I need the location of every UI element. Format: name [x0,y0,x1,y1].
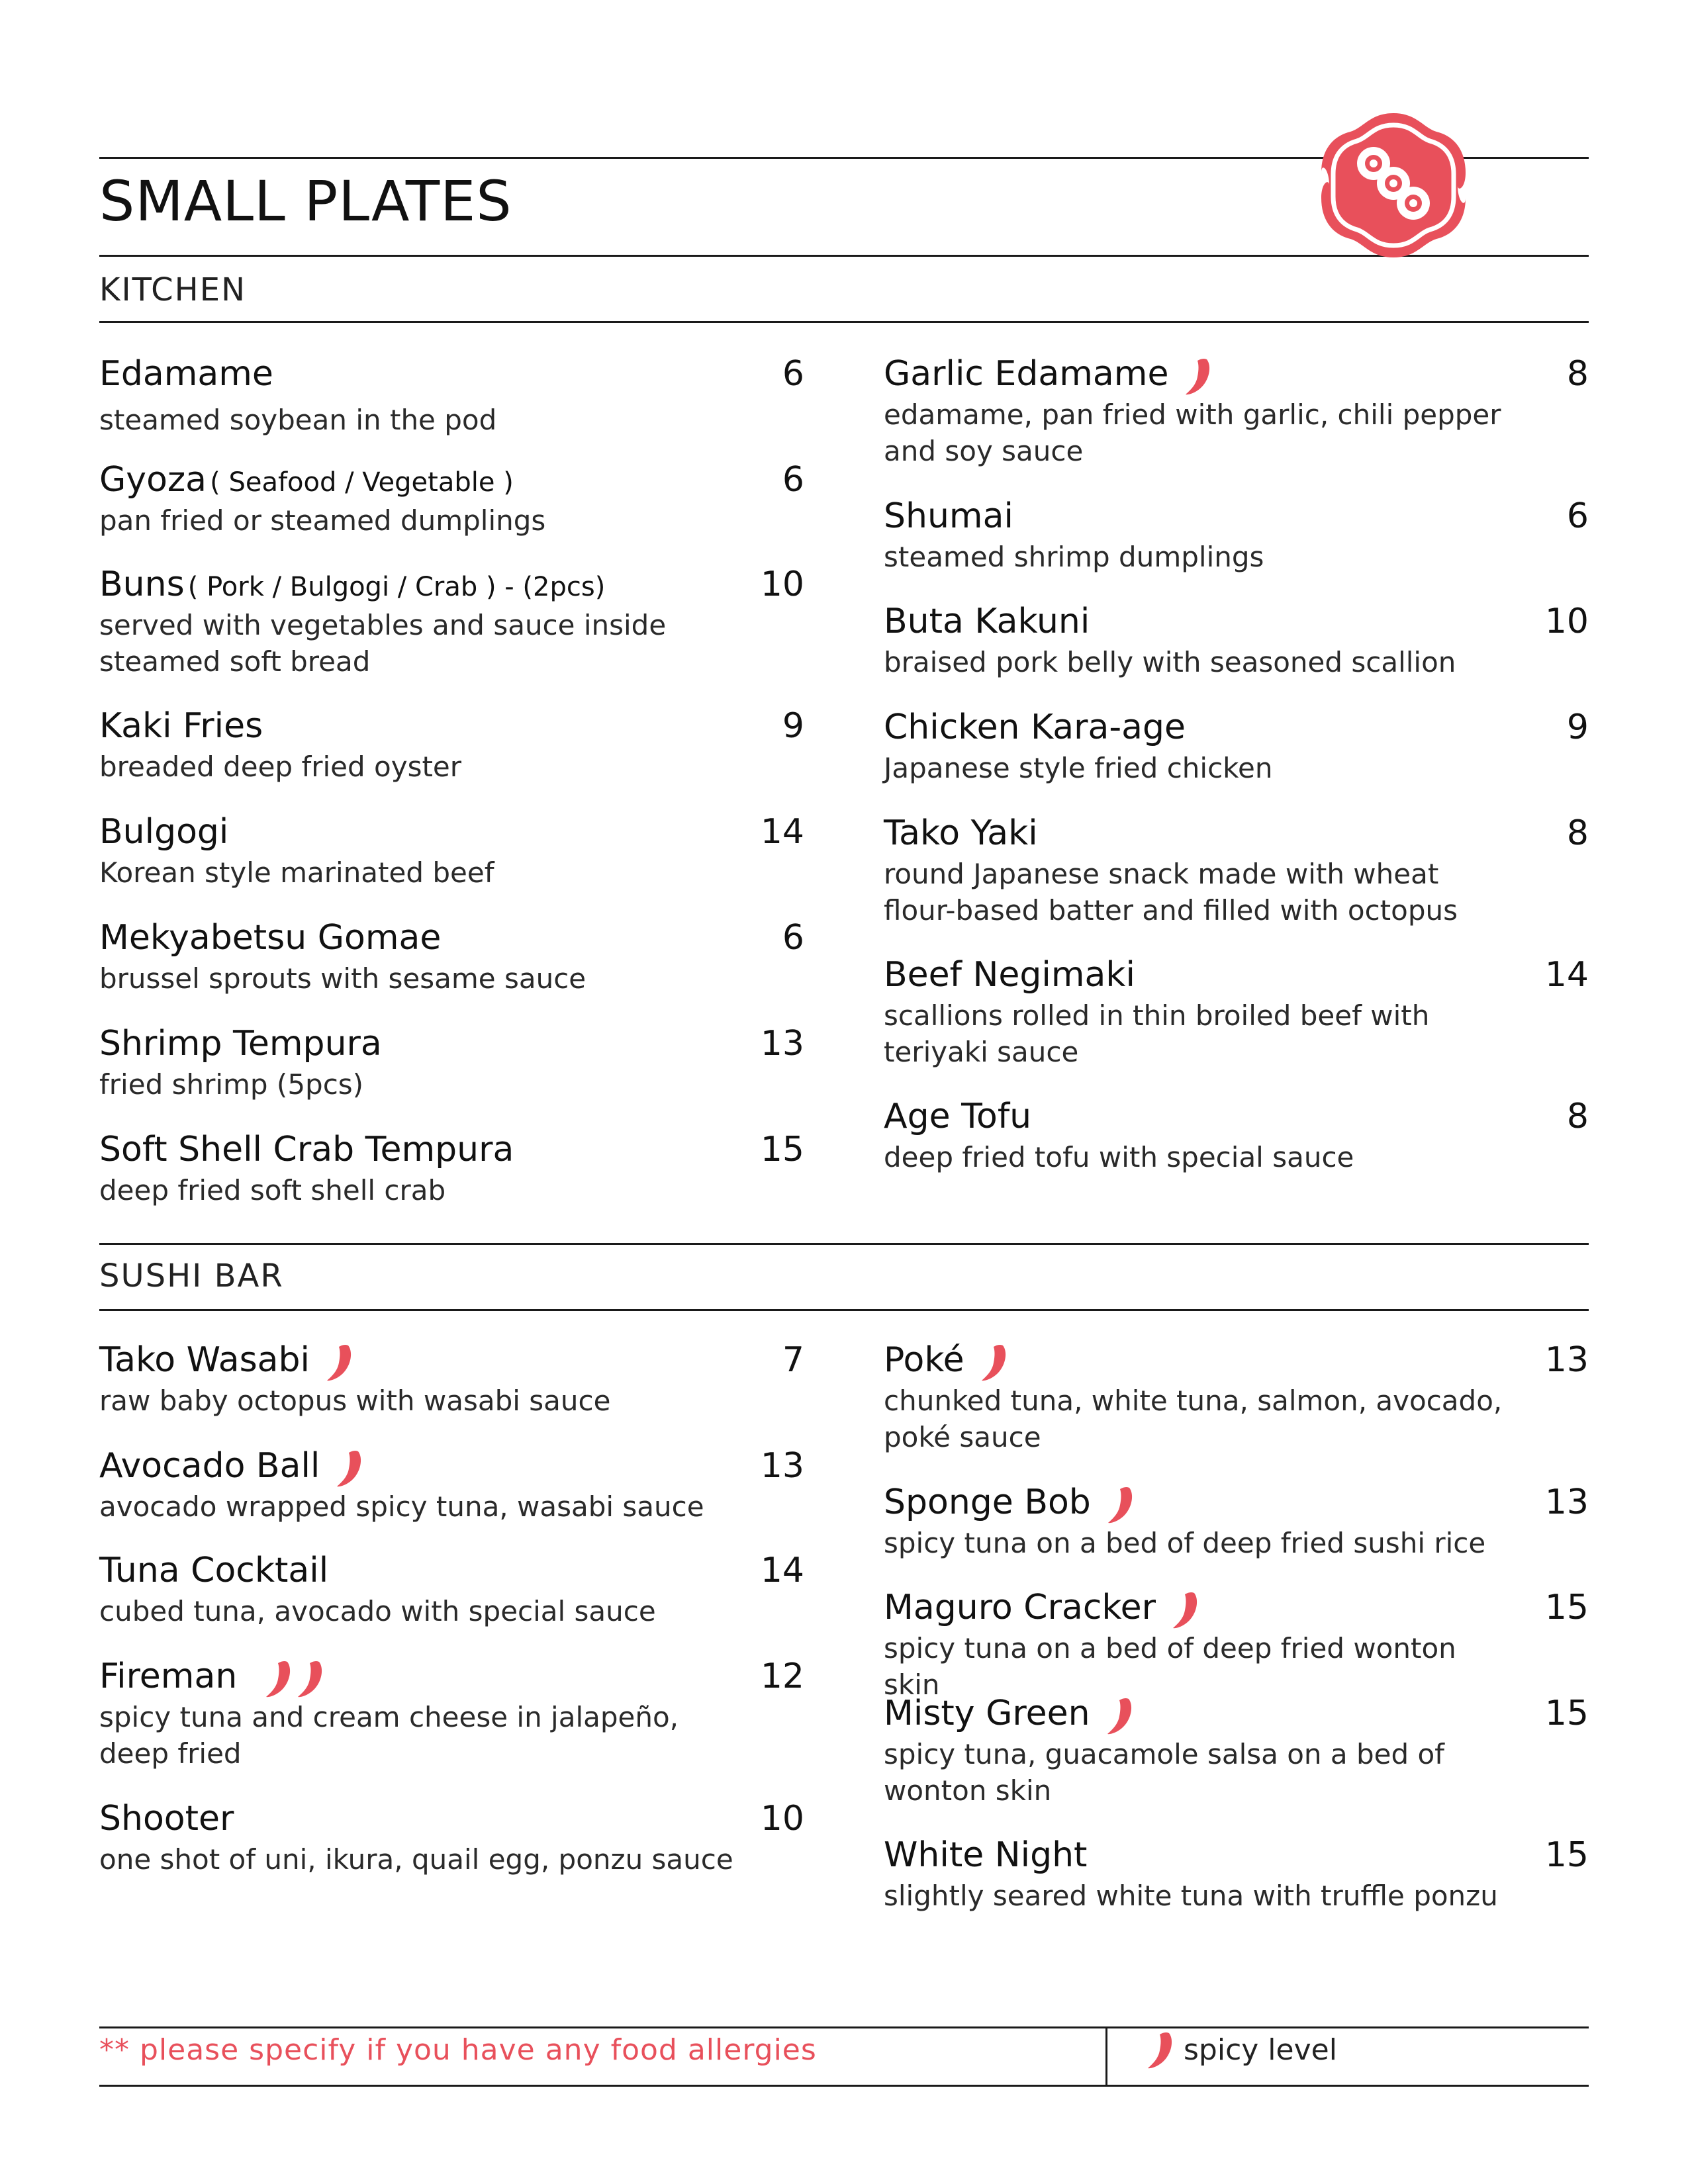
item-name: Misty Green [884,1694,1090,1733]
chili-pepper-icon [1170,1590,1199,1631]
section-kitchen-label: KITCHEN [99,271,246,308]
item-price: 8 [1566,1097,1589,1136]
item-description: deep fried soft shell crab [99,1174,446,1206]
item-name: Chicken Kara-age [884,707,1186,747]
section-sushi-bar-label: SUSHI BAR [99,1257,284,1295]
menu-item [884,1588,1589,1703]
item-price: 6 [782,918,804,958]
item-name: Buns [99,565,185,604]
item-name: Beef Negimaki [884,955,1135,995]
item-description: brussel sprouts with sesame sauce [99,962,586,995]
item-name: Mekyabetsu Gomae [99,918,442,958]
item-name: Kaki Fries [99,706,263,746]
item-description: spicy tuna, guacamole salsa on a bed of wonton skin [884,1738,1444,1807]
item-price: 15 [1544,1694,1589,1733]
chili-pepper-icon [1145,2030,1174,2071]
sushi-rule [99,1309,1589,1311]
page-title: SMALL PLATES [99,169,512,234]
item-name: Garlic Edamame [884,354,1169,394]
item-name: Shumai [884,496,1013,536]
spicy-legend-label: spicy level [1184,2033,1337,2067]
item-price: 14 [760,1551,804,1590]
menu-item [99,1446,804,1525]
kitchen-rule [99,321,1589,323]
menu-item [99,460,804,539]
item-description: pan fried or steamed dumplings [99,504,546,537]
item-description: deep fried tofu with special sauce [884,1141,1354,1173]
item-name: Shrimp Tempura [99,1024,382,1064]
item-options: ( Pork / Bulgogi / Crab ) - (2pcs) [187,572,606,602]
item-price: 13 [760,1024,804,1064]
item-description: scallions rolled in thin broiled beef with teriyaki sauce [884,999,1430,1068]
menu-item [99,1024,804,1103]
chili-pepper-icon [1105,1485,1135,1526]
item-price: 14 [1544,955,1589,995]
item-description: cubed tuna, avocado with special sauce [99,1595,656,1627]
menu-item [884,1482,1589,1561]
item-description: slightly seared white tuna with truffle ponzu [884,1880,1498,1912]
item-description: one shot of uni, ikura, quail egg, ponzu sauce [99,1843,733,1876]
menu-item [884,955,1589,1070]
allergy-note: ** please specify if you have any food allergies [99,2033,817,2067]
item-price: 8 [1566,813,1589,853]
item-description: served with vegetables and sauce inside steamed soft bread [99,609,667,678]
item-description: braised pork belly with seasoned scallion [884,646,1456,678]
item-price: 15 [1544,1835,1589,1875]
item-name: Gyoza [99,460,207,500]
footer-top-rule [99,2026,1589,2028]
menu-item [99,1799,804,1878]
item-price: 14 [760,812,804,852]
chili-pepper-icon [1183,357,1212,398]
item-description: Korean style marinated beef [99,856,494,889]
chili-pepper-icon [334,1449,363,1490]
menu-item [99,812,804,891]
item-name: Age Tofu [884,1097,1032,1136]
chili-pepper-icon [1105,1696,1134,1737]
item-name: Poké [884,1340,964,1380]
item-price: 8 [1566,354,1589,394]
item-description: avocado wrapped spicy tuna, wasabi sauce [99,1490,704,1523]
chili-pepper-icon [979,1343,1008,1384]
item-description: chunked tuna, white tuna, salmon, avocado, poké sauce [884,1385,1503,1453]
item-description: round Japanese snack made with wheat flour-based batter and filled with octopus [884,858,1458,927]
item-description: Japanese style fried chicken [884,752,1273,784]
item-name: Soft Shell Crab Tempura [99,1130,514,1169]
item-name: Shooter [99,1799,234,1839]
item-price: 6 [782,460,804,500]
item-description: spicy tuna on a bed of deep fried sushi rice [884,1527,1486,1559]
sushi-top-rule [99,1243,1589,1245]
item-price: 10 [760,1799,804,1839]
item-name: White Night [884,1835,1088,1875]
item-price: 9 [782,706,804,746]
item-description: breaded deep fried oyster [99,751,462,783]
item-price: 7 [782,1340,804,1380]
menu-item [884,707,1589,786]
menu-item [99,1657,804,1772]
spicy-legend [1145,2033,1337,2071]
item-description: spicy tuna and cream cheese in jalapeño, deep fried [99,1701,679,1770]
menu-item [884,813,1589,929]
item-price: 12 [760,1657,804,1696]
three-rings-logo-icon [1317,109,1470,261]
item-name: Tako Wasabi [99,1340,310,1380]
chili-pepper-icon [263,1659,293,1700]
menu-item [99,354,804,438]
menu-item [884,1694,1589,1809]
item-name: Avocado Ball [99,1446,320,1486]
item-name: Edamame [99,354,273,394]
chili-pepper-icon [324,1343,353,1384]
item-price: 10 [1544,602,1589,641]
item-name: Maguro Cracker [884,1588,1156,1627]
menu-item [99,1340,804,1419]
footer-divider [1105,2026,1107,2085]
item-price: 13 [1544,1482,1589,1522]
footer-bottom-rule [99,2085,1589,2087]
menu-item [884,1835,1589,1914]
item-description: raw baby octopus with wasabi sauce [99,1385,611,1417]
item-name: Fireman [99,1657,238,1696]
item-name: Tako Yaki [884,813,1038,853]
menu-item [884,1097,1589,1175]
item-description: edamame, pan fried with garlic, chili pepper and soy sauce [884,398,1501,467]
menu-item [99,565,804,680]
item-price: 13 [1544,1340,1589,1380]
item-description: steamed soybean in the pod [99,404,497,436]
item-name: Bulgogi [99,812,229,852]
item-price: 15 [1544,1588,1589,1627]
item-description: steamed shrimp dumplings [884,541,1264,573]
menu-item [99,706,804,785]
menu-item [884,602,1589,680]
item-description: fried shrimp (5pcs) [99,1068,364,1101]
menu-item [884,496,1589,575]
item-price: 6 [782,354,804,394]
chili-pepper-icon [295,1659,324,1700]
item-description: spicy tuna on a bed of deep fried wonton skin [884,1632,1456,1701]
item-price: 15 [760,1130,804,1169]
item-name: Buta Kakuni [884,602,1090,641]
item-price: 13 [760,1446,804,1486]
item-name: Sponge Bob [884,1482,1091,1522]
item-options: ( Seafood / Vegetable ) [210,467,514,498]
menu-item [99,1551,804,1629]
item-name: Tuna Cocktail [99,1551,329,1590]
item-price: 9 [1566,707,1589,747]
menu-item [99,1130,804,1208]
menu-item [884,1340,1589,1455]
item-price: 10 [760,565,804,604]
item-price: 6 [1566,496,1589,536]
menu-item [99,918,804,997]
menu-item [884,354,1589,469]
